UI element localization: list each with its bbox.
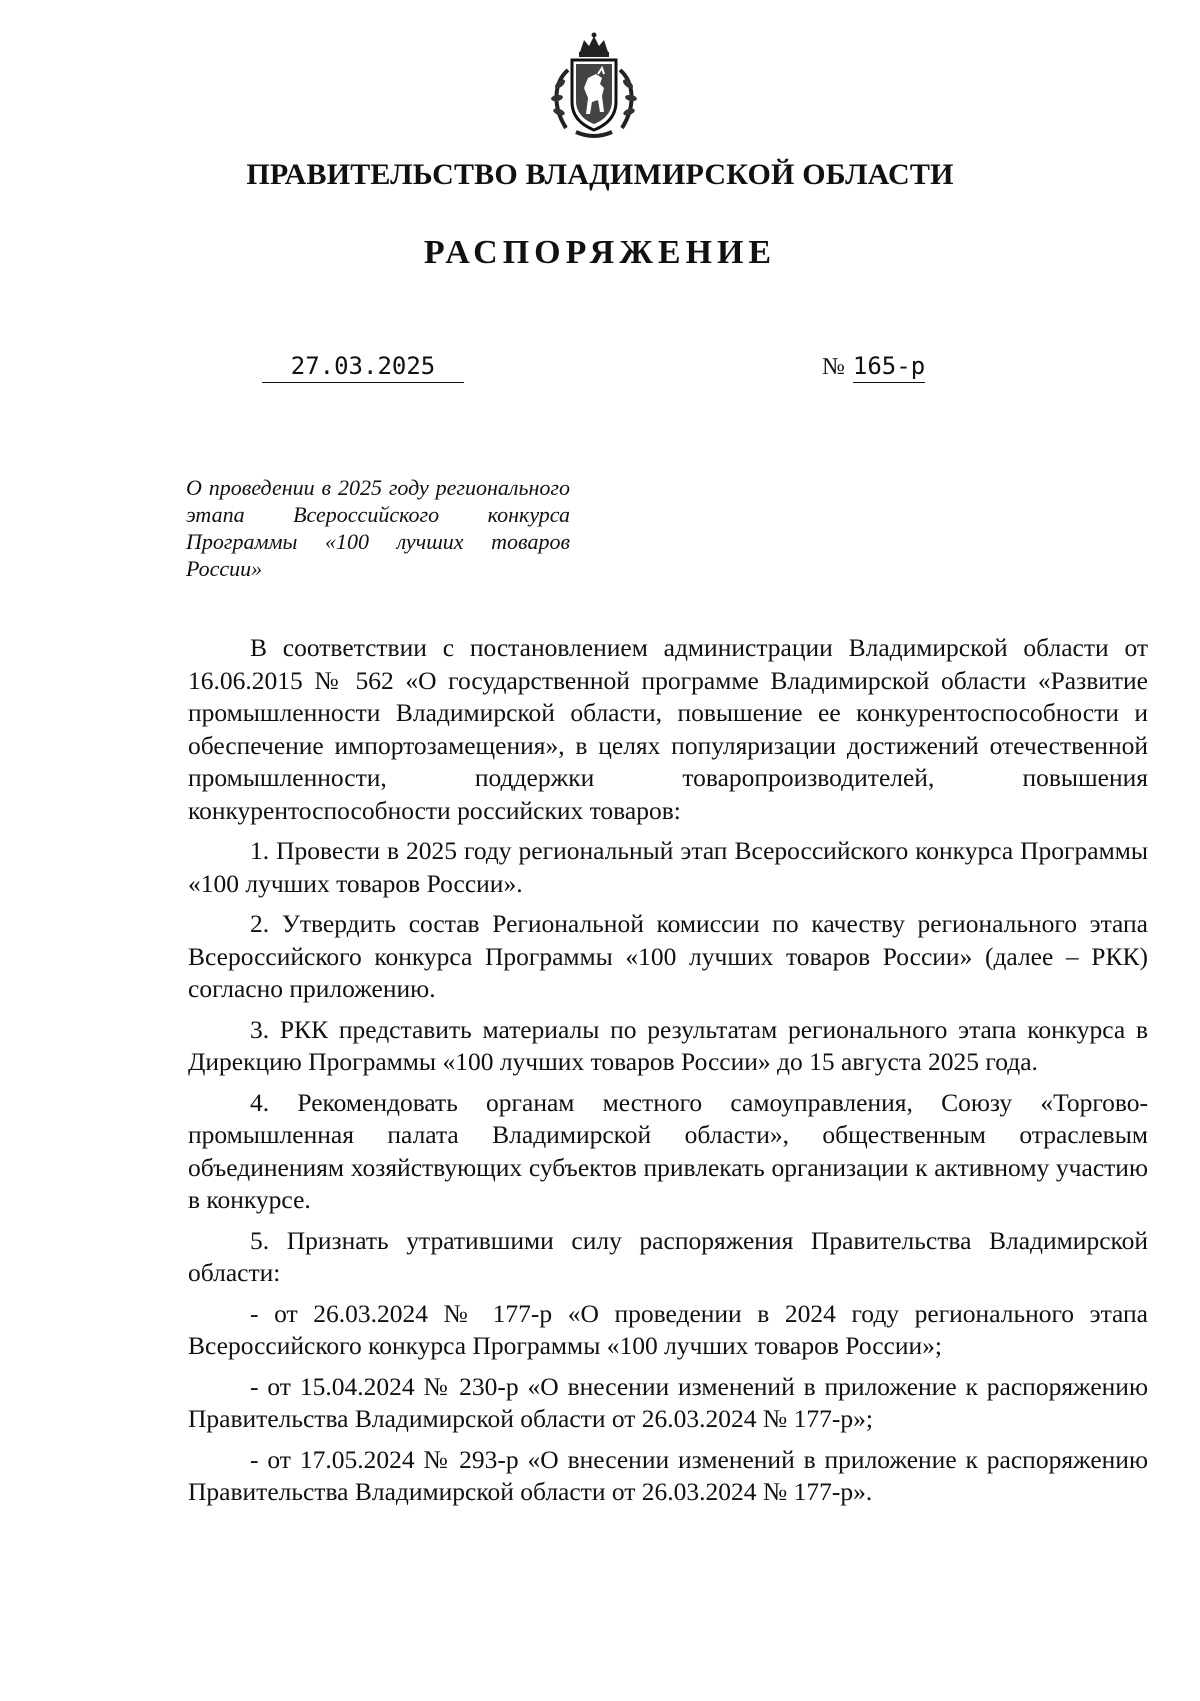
- repealed-item-3: - от 17.05.2024 № 293-р «О внесении изменений в приложение к распоряжению Правительства Владимирской области от 26.03.2024 № 177-р».: [188, 1444, 1148, 1506]
- clause-2: 2. Утвердить состав Региональной комиссии по качеству регионального этапа Всероссийского конкурса Программы «100 лучших товаров России» (далее – РКК) согласно приложению.: [188, 909, 1148, 1003]
- repealed-item-1: - от 26.03.2024 № 177-р «О проведении в 2024 году регионального этапа Всероссийского конкурса Программы «100 лучших товаров России»;: [188, 1298, 1148, 1360]
- clause-1: 1. Провести в 2025 году региональный этап Всероссийского конкурса Программы «100 лучших товаров России».: [188, 836, 1148, 898]
- coat-of-arms-icon: [546, 32, 642, 142]
- repealed-item-2: - от 15.04.2024 № 230-р «О внесении изменений в приложение к распоряжению Правительства Владимирской области от 26.03.2024 № 177-р»;: [188, 1371, 1148, 1433]
- clause-3: 3. РКК представить материалы по результатам регионального этапа конкурса в Дирекцию Программы «100 лучших товаров России» до 15 августа 2025 года.: [188, 1014, 1148, 1076]
- clause-4: 4. Рекомендовать органам местного самоуправления, Союзу «Торгово-промышленная палата Владимирской области», общественным отраслевым объединениям хозяйствующих субъектов привлекать организации к активному участию в конкурсе.: [188, 1087, 1148, 1214]
- document-number: [822, 352, 925, 381]
- number-sign: №: [822, 354, 845, 380]
- clause-5: 5. Признать утратившими силу распоряжения Правительства Владимирской области:: [188, 1225, 1148, 1287]
- number-value: 165-р: [853, 352, 925, 383]
- document-body: [188, 632, 1148, 1517]
- organization-title: ПРАВИТЕЛЬСТВО ВЛАДИМИРСКОЙ ОБЛАСТИ: [246, 158, 954, 191]
- document-date: 27.03.2025: [262, 352, 464, 383]
- document-type: РАСПОРЯЖЕНИЕ: [423, 234, 777, 271]
- preamble-paragraph: В соответствии с постановлением администрации Владимирской области от 16.06.2015 № 562 «О государственной программе Владимирской области «Развитие промышленности Владимирской области, повышение ее конкурентоспособности и обеспечение импортозамещения», в целях популяризации достижений отечественной промышленности, поддержки товаропроизводителей, повышения конкурентоспособности российских товаров:: [188, 633, 1148, 825]
- document-subject: О проведении в 2025 году регионального этапа Всероссийского конкурса Программы «100 лучших товаров России»: [186, 475, 570, 581]
